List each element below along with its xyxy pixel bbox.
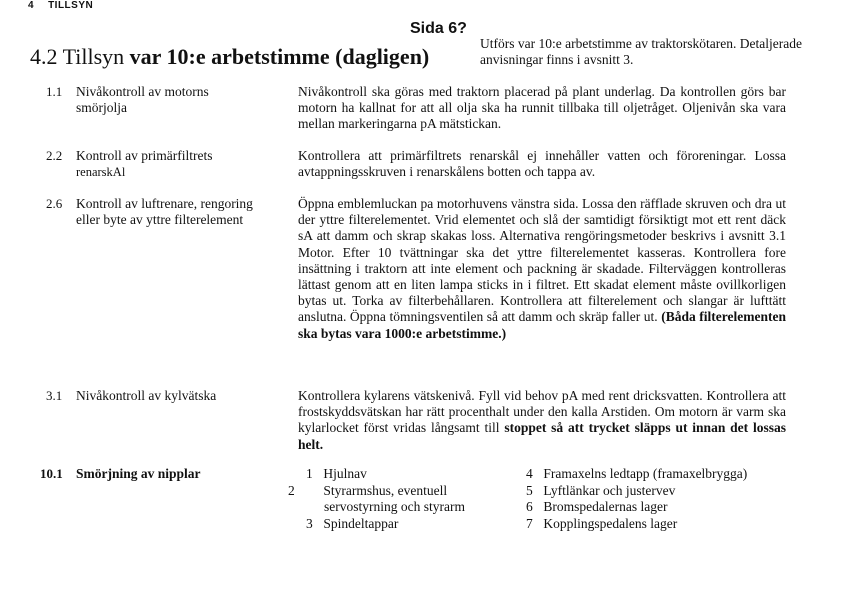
section-title-prefix: 4.2 Tillsyn [30, 44, 125, 69]
item-description-text: Kontrollera kylarens vätskenivå. Fyll vid behov pA med rent dricksvatten. Kontrollera att frostskyddsvätskan har rätt procenthalt under den kalla Arstiden. Om motorn är varm ska kylarlocket först vridas långsamt till [298, 388, 786, 436]
header-page-number: 4 [28, 0, 35, 11]
section-title [30, 44, 429, 70]
list-item: 6 Bromspedalernas lager [526, 499, 668, 514]
item-label-line1: Kontroll av primärfiltrets [76, 148, 213, 163]
item-description-text: Öppna emblemluckan pa motorhuvens vänstra sida. Lossa den räfflade skruven och dra ut der yttre filterelementet. Vrid elementet och slå der samtidigt försiktigt mot ett rent däck sA att damm och skrap skakas loss. Alternativa rengöringsmetoder beskrivs i avsnitt 3.1 Motor. Efter 10 tvättningar ska det yttre filterelementet kasseras. Kontrollera fore insättning i traktorn att inte element och packning är skadade. Filterväggen kontrolleras lättast genom att en liten lampa sticks in i filtret. Ett skadat element måste ovillkorligen bytas ut. Torka av filterbehållaren. Kontrollera att filterelement och slangar är lufttätt anslutna. Öppna tömningsventilen så att damm och skräp faller ut. [298, 196, 786, 325]
list-item: 5 Lyftlänkar och justervev [526, 482, 676, 498]
section-note: Utförs var 10:e arbetstimme av traktorskötaren. Detaljerade anvisningar finns i avsnitt 3. [480, 36, 802, 67]
item-description [298, 196, 786, 342]
item-label: Smörjning av nipplar [76, 466, 201, 481]
item-description: Kontrollera att primärfiltrets renarskål ej innehåller vatten och föroreningar. Lossa avtappningsskruven i renarskålens botten och tappa av. [298, 148, 786, 180]
list-item: 7 Kopplingspedalens lager [526, 515, 678, 531]
item-description-note: stoppet så att trycket släpps ut innan det lossas helt. [298, 420, 786, 452]
item-label: Nivåkontroll av kylvätska [76, 388, 217, 403]
item-label-line2: smörjolja [76, 100, 127, 115]
item-number: 2.2 [46, 148, 63, 163]
list-item: 4 Framaxelns ledtapp (framaxelbrygga) [526, 466, 748, 481]
lubrication-list-right [526, 466, 826, 532]
item-label [76, 148, 272, 180]
list-item: 1 Hjulnav [306, 466, 367, 481]
item-label-line1: Nivåkontroll av motorns [76, 84, 209, 99]
list-item: 2 Styrarmshus, eventuell servostyrning och styrarm [288, 482, 465, 514]
item-description: Nivåkontroll ska göras med traktorn placerad på plant underlag. Da kontrollen görs bar motorn ha kallnat for att all olja ska ha runnit tillbaka till oljetråget. Oljenivån ska vara mellan markeringarna pA mätstickan. [298, 84, 786, 132]
item-number: 3.1 [46, 388, 63, 403]
item-description [298, 388, 786, 453]
item-number: 2.6 [46, 196, 63, 211]
item-number: 10.1 [40, 466, 63, 481]
item-description-note: (Båda filterelementen ska bytas vara 1000:e arbetstimme.) [298, 309, 787, 341]
running-header [28, 0, 93, 11]
lubrication-list-left [288, 466, 518, 532]
item-number: 1.1 [46, 84, 63, 99]
list-item: 3 Spindeltappar [306, 515, 399, 531]
item-label [76, 84, 272, 116]
page-reference: Sida 6? [410, 20, 467, 37]
header-section: TILLSYN [48, 0, 94, 11]
section-title-bold: var 10:e arbetstimme (dagligen) [129, 44, 430, 69]
item-label: Kontroll av luftrenare, rengoring eller byte av yttre filterelement [76, 196, 253, 227]
item-label-line2: renarskAl [76, 165, 126, 179]
